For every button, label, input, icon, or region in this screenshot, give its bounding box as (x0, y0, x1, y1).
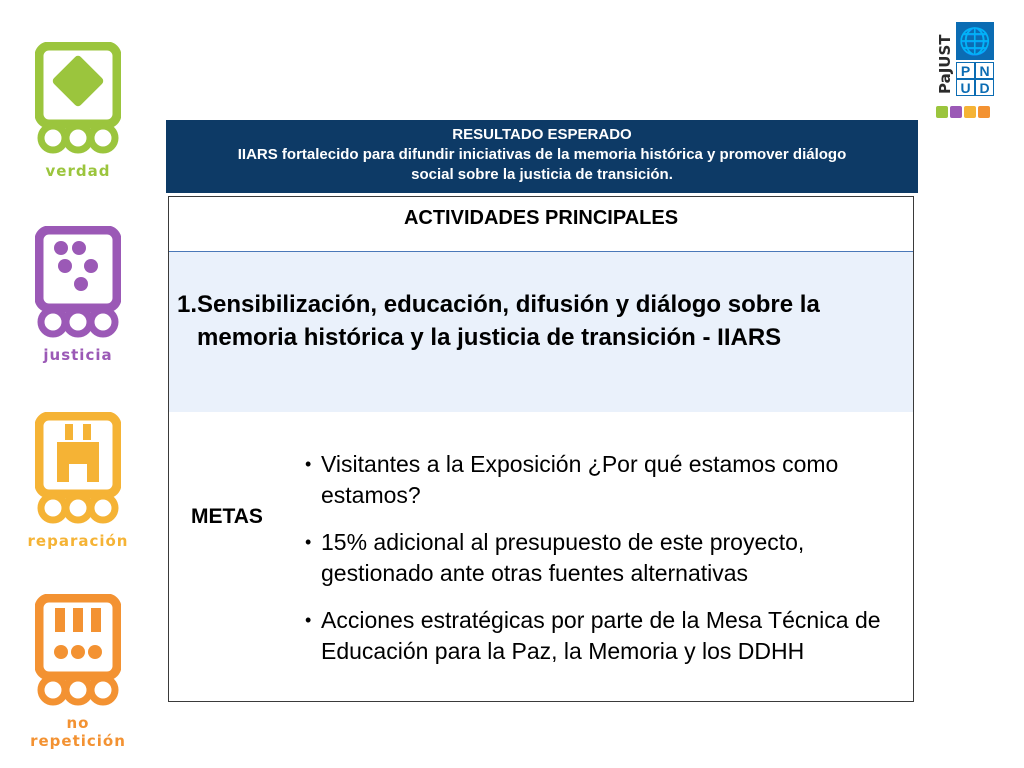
metas-label: METAS (191, 505, 263, 528)
verdad-label: verdad (45, 162, 111, 180)
banner-title: RESULTADO ESPERADO (452, 126, 632, 143)
metas-item (305, 605, 911, 667)
mini-reparacion-icon (964, 106, 976, 118)
activity-text: 1.Sensibilización, educación, difusión y diálogo sobre la memoria histórica y la justicia de transición - IIARS (177, 291, 820, 351)
verdad-logo (26, 42, 130, 180)
justicia-label: justicia (43, 346, 113, 364)
justicia-glyph-icon (35, 226, 121, 342)
no-repeticion-logo (26, 594, 130, 750)
bullet-icon: • (305, 532, 312, 552)
pnud-letters (956, 62, 994, 96)
pnud-logo (956, 22, 994, 96)
metas-item (305, 449, 911, 511)
activities-table (168, 196, 914, 702)
bullet-icon: • (305, 610, 312, 630)
reparacion-glyph-icon (35, 412, 121, 528)
no-repeticion-glyph-icon (35, 594, 121, 710)
justicia-logo (26, 226, 130, 364)
metas-item-text: 15% adicional al presupuesto de este proyecto, gestionado ante otras fuentes alternativas (321, 529, 805, 586)
pajust-logo: PaJUST (936, 34, 954, 94)
reparacion-logo (26, 412, 130, 550)
activities-header: ACTIVIDADES PRINCIPALES (169, 197, 913, 252)
activity-row (169, 252, 913, 412)
resultado-esperado-banner (166, 120, 918, 193)
mini-no-repeticion-icon (978, 106, 990, 118)
banner-line-2: social sobre la justicia de transición. (411, 166, 673, 183)
metas-item-text: Acciones estratégicas por parte de la Mesa Técnica de Educación para la Paz, la Memoria y los DDHH (321, 607, 881, 664)
metas-item (305, 527, 911, 589)
reparacion-label: reparación (27, 532, 129, 550)
mini-verdad-icon (936, 106, 948, 118)
no-repeticion-label: no repetición (30, 714, 126, 750)
un-emblem-icon: 🌐 (956, 22, 994, 60)
pnud-letter: U (956, 79, 975, 96)
bullet-icon: • (305, 454, 312, 474)
metas-list (305, 449, 911, 667)
banner-line-1: IIARS fortalecido para difundir iniciativas de la memoria histórica y promover diálogo (237, 146, 847, 163)
pnud-letter: P (956, 62, 975, 79)
metas-item-text: Visitantes a la Exposición ¿Por qué estamos como estamos? (321, 451, 839, 508)
pnud-letter: N (975, 62, 994, 79)
mini-justicia-icon (950, 106, 962, 118)
pnud-letter: D (975, 79, 994, 96)
mini-pillar-icons (936, 106, 990, 118)
verdad-glyph-icon (35, 42, 121, 158)
